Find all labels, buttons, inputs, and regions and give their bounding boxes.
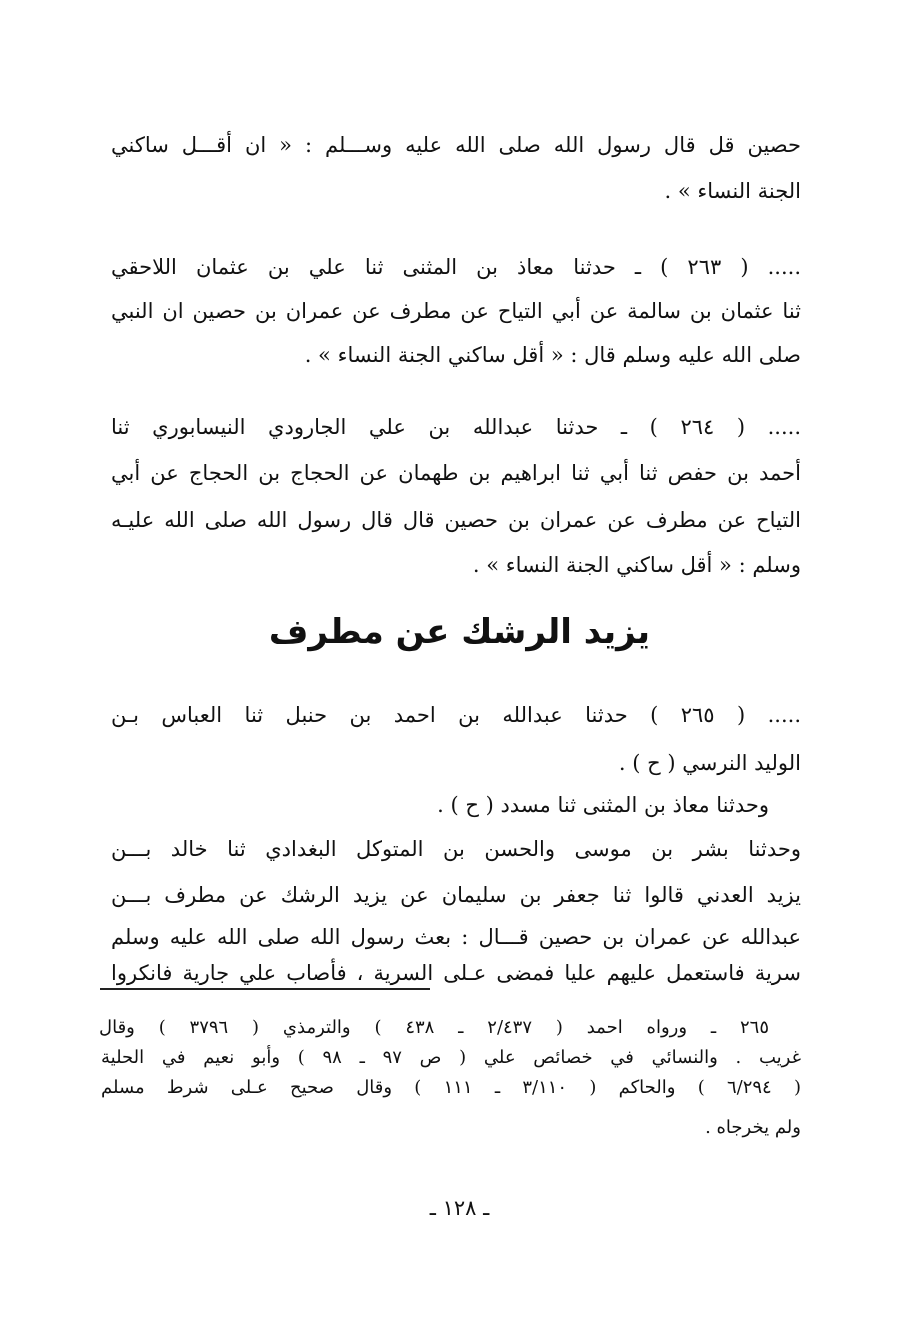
- text-line: التياح عن مطرف عن عمران بن حصين قال قال رسول الله صلى الله عليـه: [111, 508, 801, 532]
- text-line: الجنة النساء » .: [664, 179, 801, 203]
- footnote-line: غريب . والنسائي في خصائص علي ( ص ٩٧ ـ ٩٨ ) وأبو نعيم في الحلية: [101, 1047, 801, 1068]
- text-line: الوليد النرسي ( ح ) .: [618, 751, 801, 775]
- page-number: ـ ١٢٨ ـ: [429, 1196, 490, 1220]
- footnote-line: ولم يخرجاه .: [705, 1117, 801, 1138]
- text-line: صلى الله عليه وسلم قال : « أقل ساكني الجنة النساء » .: [304, 343, 801, 367]
- text-line: أحمد بن حفص ثنا أبي ثنا ابراهيم بن طهمان عن الحجاج بن الحجاج عن أبي: [111, 461, 801, 485]
- text-line: يزيد العدني قالوا ثنا جعفر بن سليمان عن يزيد الرشك عن مطرف بـــن: [111, 883, 801, 907]
- text-line: وحدثنا معاذ بن المثنى ثنا مسدد ( ح ) .: [437, 793, 769, 817]
- text-line: عبدالله عن عمران بن حصين قـــال : بعث رسول الله صلى الله عليه وسلم: [111, 925, 801, 949]
- text-line: وحدثنا بشر بن موسى والحسن بن المتوكل البغدادي ثنا خالد بـــن: [111, 837, 801, 861]
- footnote-rule: [100, 988, 430, 990]
- text-line: ..... ( ٢٦٤ ) ـ حدثنا عبدالله بن علي الجارودي النيسابوري ثنا: [111, 415, 802, 439]
- footnote-line: ٢٦٥ ـ ورواه احمد ( ٢/٤٣٧ ـ ٤٣٨ ) والترمذي ( ٣٧٩٦ ) وقال: [99, 1017, 769, 1038]
- section-heading: يزيد الرشك عن مطرف: [268, 612, 651, 652]
- text-line: ثنا عثمان بن سالمة عن أبي التياح عن مطرف عن عمران بن حصين ان النبي: [111, 299, 801, 323]
- text-line: ..... ( ٢٦٥ ) حدثنا عبدالله بن احمد بن حنبل ثنا العباس بـن: [111, 703, 801, 727]
- text-line: وسلم : « أقل ساكني الجنة النساء » .: [472, 553, 801, 577]
- text-line: سرية فاستعمل عليهم عليا فمضى عـلى السرية ، فأصاب علي جارية فانكروا: [111, 961, 801, 985]
- text-line: ..... ( ٢٦٣ ) ـ حدثنا معاذ بن المثنى ثنا علي بن عثمان اللاحقي: [111, 255, 801, 279]
- text-line: حصين قل قال رسول الله صلى الله عليه وســـلم : « ان أقـــل ساكني: [111, 133, 801, 157]
- footnote-line: ( ٦/٢٩٤ ) والحاكم ( ٣/١١٠ ـ ١١١ ) وقال صحيح عـلى شرط مسلم: [101, 1077, 801, 1098]
